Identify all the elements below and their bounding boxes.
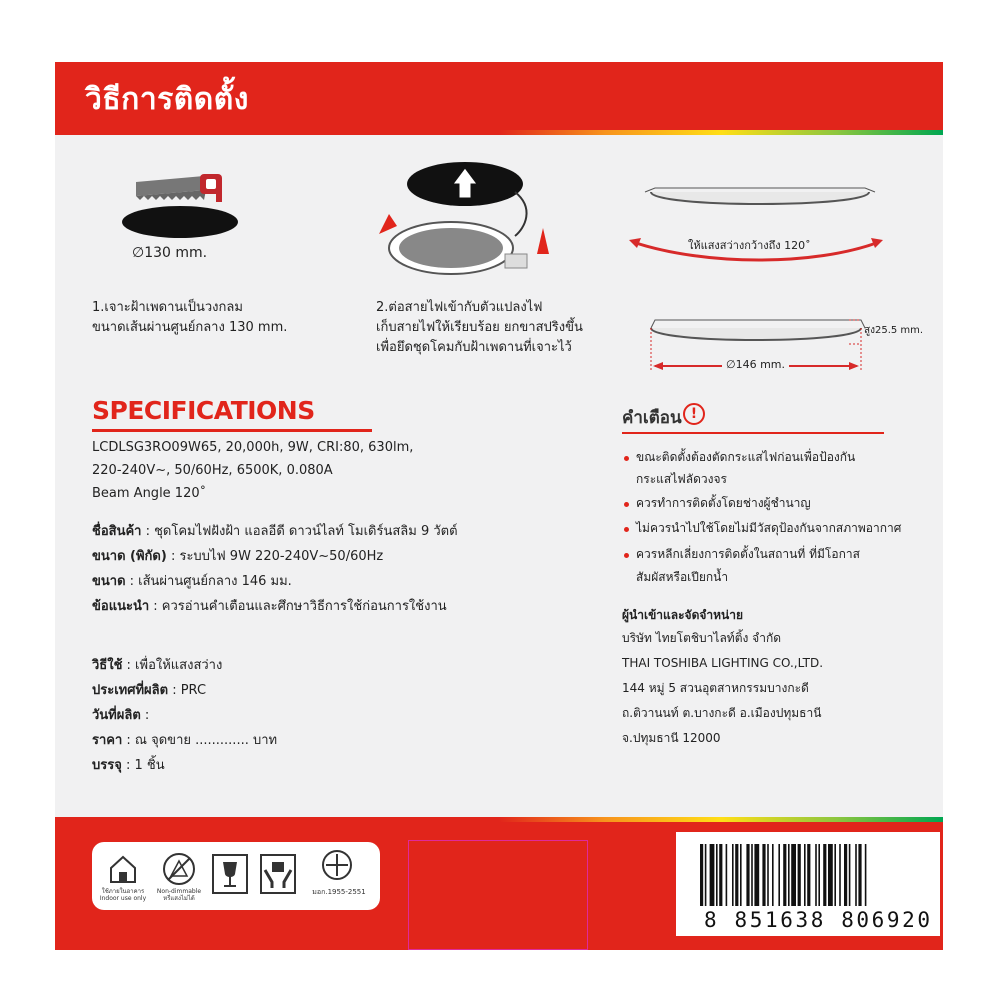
distributor-title: ผู้นำเข้าและจัดจำหน่าย xyxy=(622,608,744,622)
specifications-title: SPECIFICATIONS xyxy=(92,396,315,425)
advice-row: ข้อแนะนำ : ควรอ่านคำเตือนและศึกษาวิธีการใช้ก่อนการใช้งาน xyxy=(92,599,447,614)
diameter-label: ∅146 mm. xyxy=(722,358,789,371)
warning-title: คำเตือน xyxy=(622,408,682,428)
indoor-caption: ใช้ภายในอาคาร Indoor use only xyxy=(99,888,147,902)
usage-row: วิธีใช้ : เพื่อให้แสงสว่าง xyxy=(92,658,223,673)
light-side-view-top xyxy=(651,192,869,204)
step1-line2: ขนาดเส้นผ่านศูนย์กลาง 130 mm. xyxy=(92,320,288,335)
dimension-diagram xyxy=(625,180,895,380)
distributor-line-5: จ.ปทุมธานี 12000 xyxy=(622,731,721,745)
rating-row: ขนาด (พิกัด) : ระบบไฟ 9W 220-240V~50/60Hz xyxy=(92,549,384,564)
price-row: ราคา : ณ จุดขาย ............. บาท xyxy=(92,733,278,748)
light-side-view-bottom xyxy=(651,328,861,340)
warning-bullet-1 xyxy=(624,456,629,461)
page-title: วิธีการติดตั้ง xyxy=(85,82,249,117)
indoor-house-icon xyxy=(106,852,140,886)
size-row: ขนาด : เส้นผ่านศูนย์กลาง 146 มม. xyxy=(92,574,292,589)
distributor-line-4: ถ.ติวานนท์ ต.บางกะดี อ.เมืองปทุมธานี xyxy=(622,706,822,720)
warning-item-4-line2: สัมผัสหรือเปียกน้ำ xyxy=(636,570,729,584)
warning-item-1-line1: ขณะติดตั้งต้องตัดกระแสไฟก่อนเพื่อป้องกัน xyxy=(636,450,856,464)
blank-label-area xyxy=(408,840,588,950)
spec-line-3: Beam Angle 120˚ xyxy=(92,486,207,501)
distributor-line-2: THAI TOSHIBA LIGHTING CO.,LTD. xyxy=(622,656,824,670)
beam-angle-label: ให้แสงสว่างกว้างถึง 120˚ xyxy=(688,239,811,252)
handle-with-care-icon xyxy=(260,854,296,894)
specifications-underline xyxy=(92,429,372,432)
header-banner xyxy=(55,62,943,130)
package-row: บรรจุ : 1 ชิ้น xyxy=(92,758,165,773)
rainbow-stripe-top xyxy=(55,130,943,135)
fragile-glass-icon xyxy=(212,854,248,894)
certification-icons-panel xyxy=(92,842,380,910)
non-dimmable-caption: Non-dimmable หรี่แสงไม่ได้ xyxy=(156,888,202,902)
rotate-arrow-right-icon xyxy=(537,228,549,254)
step2-line1: 2.ต่อสายไฟเข้ากับตัวแปลงไฟ xyxy=(376,300,543,315)
barcode-panel xyxy=(676,832,940,936)
warning-bullet-2 xyxy=(624,502,629,507)
warning-item-4-line1: ควรหลีกเลี่ยงการติดตั้งในสถานที่ ที่มีโอกาส xyxy=(636,547,860,561)
barcode-number: 8 851638 806920 xyxy=(704,908,933,932)
mfg-date-row: วันที่ผลิต : xyxy=(92,708,150,723)
warning-underline xyxy=(622,432,884,434)
non-dimmable-icon xyxy=(162,852,196,886)
spec-line-2: 220-240V~, 50/60Hz, 6500K, 0.080A xyxy=(92,463,333,478)
spec-line-1: LCDLSG3RO09W65, 20,000h, 9W, CRI:80, 630lm, xyxy=(92,440,414,455)
country-row: ประเทศที่ผลิต : PRC xyxy=(92,683,207,698)
warning-item-1-line2: กระแสไฟลัดวงจร xyxy=(636,472,727,486)
step2-line3: เพื่อยึดชุดโคมกับฝ้าเพดานที่เจาะไว้ xyxy=(376,340,572,355)
rotate-arrow-left-icon xyxy=(379,214,397,234)
warning-bullet-4 xyxy=(624,553,629,558)
ceiling-hole-icon xyxy=(122,206,238,238)
step2-line2: เก็บสายไฟให้เรียบร้อย ยกขาสปริงขึ้น xyxy=(376,320,583,335)
barcode-bars xyxy=(700,844,920,906)
exclamation-icon: ! xyxy=(683,403,705,425)
distributor-line-3: 144 หมู่ 5 สวนอุตสาหกรรมบางกะดี xyxy=(622,681,809,695)
step2-diagram xyxy=(365,158,565,288)
hole-diameter-label: ∅130 mm. xyxy=(132,245,208,261)
warning-item-3: ไม่ควรนำไปใช้โดยไม่มีวัสดุป้องกันจากสภาพอากาศ xyxy=(636,521,902,535)
warning-bullet-3 xyxy=(624,527,629,532)
product-name-row: ชื่อสินค้า : ชุดโคมไฟฝังฝ้า แอลอีดี ดาวน์ไลท์ โมเดิร์นสลิม 9 วัตต์ xyxy=(92,524,458,539)
tis-label: มอก.1955-2551 xyxy=(312,888,366,896)
tis-standard-mark-icon xyxy=(320,848,354,882)
wire-icon xyxy=(515,192,527,236)
distributor-line-1: บริษัท ไทยโตชิบาไลท์ติ้ง จำกัด xyxy=(622,631,782,645)
saw-icon xyxy=(136,174,222,202)
step1-line1: 1.เจาะฝ้าเพดานเป็นวงกลม xyxy=(92,300,243,315)
height-label: สูง25.5 mm. xyxy=(864,325,924,336)
warning-item-2: ควรทำการติดตั้งโดยช่างผู้ชำนาญ xyxy=(636,496,811,510)
